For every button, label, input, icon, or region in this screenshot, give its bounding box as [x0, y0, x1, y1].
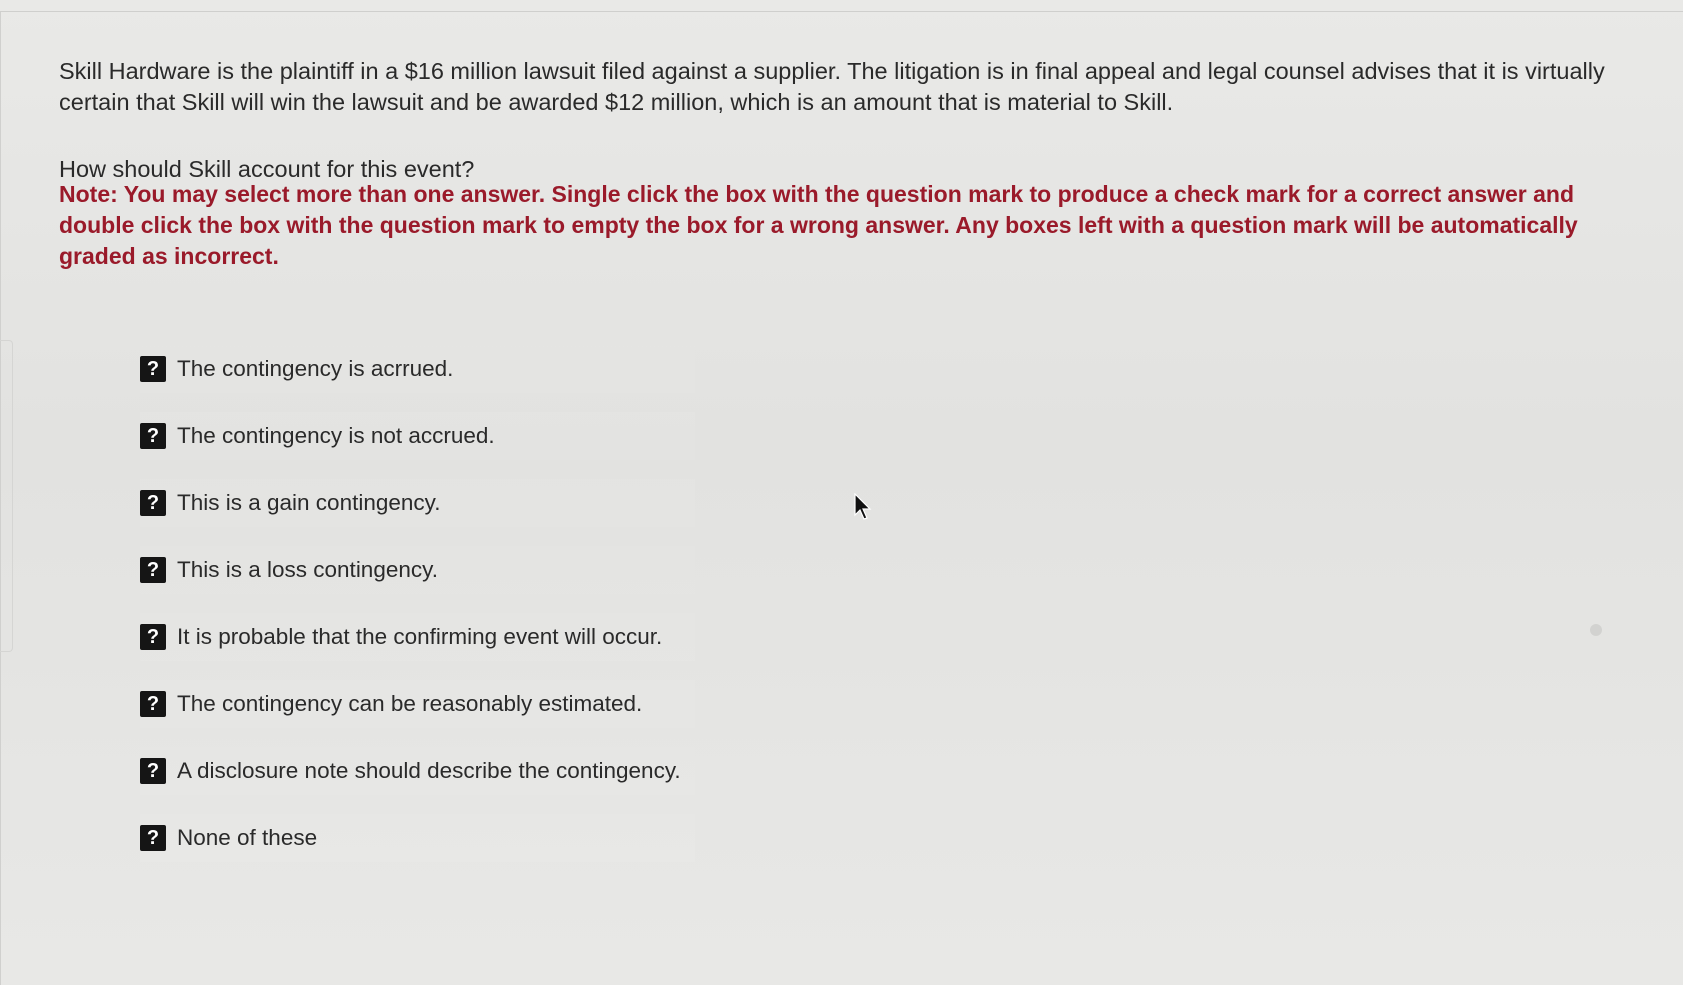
answer-option-8[interactable] — [140, 814, 695, 862]
answer-option-label: This is a gain contingency. — [177, 490, 441, 515]
question-mark-box-icon[interactable]: ? — [140, 557, 166, 583]
answer-option-1[interactable] — [140, 345, 695, 393]
answer-instructions: Note: You may select more than one answer. Single click the box with the question mark to produce a check mark for a correct answer and double click the box with the question mark to empty the box for a wrong answer. Any boxes left with a question mark will be automatically graded as incorrect. — [59, 181, 1578, 269]
screen-smudge — [1590, 624, 1602, 636]
answer-option-6[interactable] — [140, 680, 695, 728]
question-prompt: How should Skill account for this event? — [59, 156, 475, 182]
left-edge-tab — [0, 340, 13, 652]
top-divider — [0, 11, 1683, 12]
question-mark-box-icon[interactable]: ? — [140, 825, 166, 851]
answer-option-4[interactable] — [140, 546, 695, 594]
question-mark-box-icon[interactable]: ? — [140, 624, 166, 650]
answer-option-label: The contingency can be reasonably estimated. — [177, 691, 643, 716]
answer-option-3[interactable] — [140, 479, 695, 527]
answer-option-label: None of these — [177, 825, 318, 850]
question-mark-box-icon[interactable]: ? — [140, 423, 166, 449]
question-mark-box-icon[interactable]: ? — [140, 691, 166, 717]
mouse-pointer-icon — [854, 493, 872, 521]
question-text: Skill Hardware is the plaintiff in a $16 million lawsuit filed against a supplier. The litigation is in final appeal and legal counsel advises that it is virtually certain that Skill will win the lawsuit and be awarded $12 million, which is an amount that is material to Skill. — [59, 58, 1605, 115]
answer-option-5[interactable] — [140, 613, 695, 661]
question-mark-box-icon[interactable]: ? — [140, 490, 166, 516]
answer-option-label: It is probable that the confirming event will occur. — [177, 624, 663, 649]
answer-option-label: This is a loss contingency. — [177, 557, 438, 582]
question-mark-box-icon[interactable]: ? — [140, 356, 166, 382]
answer-option-7[interactable] — [140, 747, 695, 795]
question-stem — [59, 56, 1619, 118]
answer-options — [140, 345, 695, 881]
answer-option-label: The contingency is acrrued. — [177, 356, 454, 381]
answer-option-2[interactable] — [140, 412, 695, 460]
answer-option-label: The contingency is not accrued. — [177, 423, 495, 448]
question-mark-box-icon[interactable]: ? — [140, 758, 166, 784]
answer-option-label: A disclosure note should describe the contingency. — [177, 758, 681, 783]
